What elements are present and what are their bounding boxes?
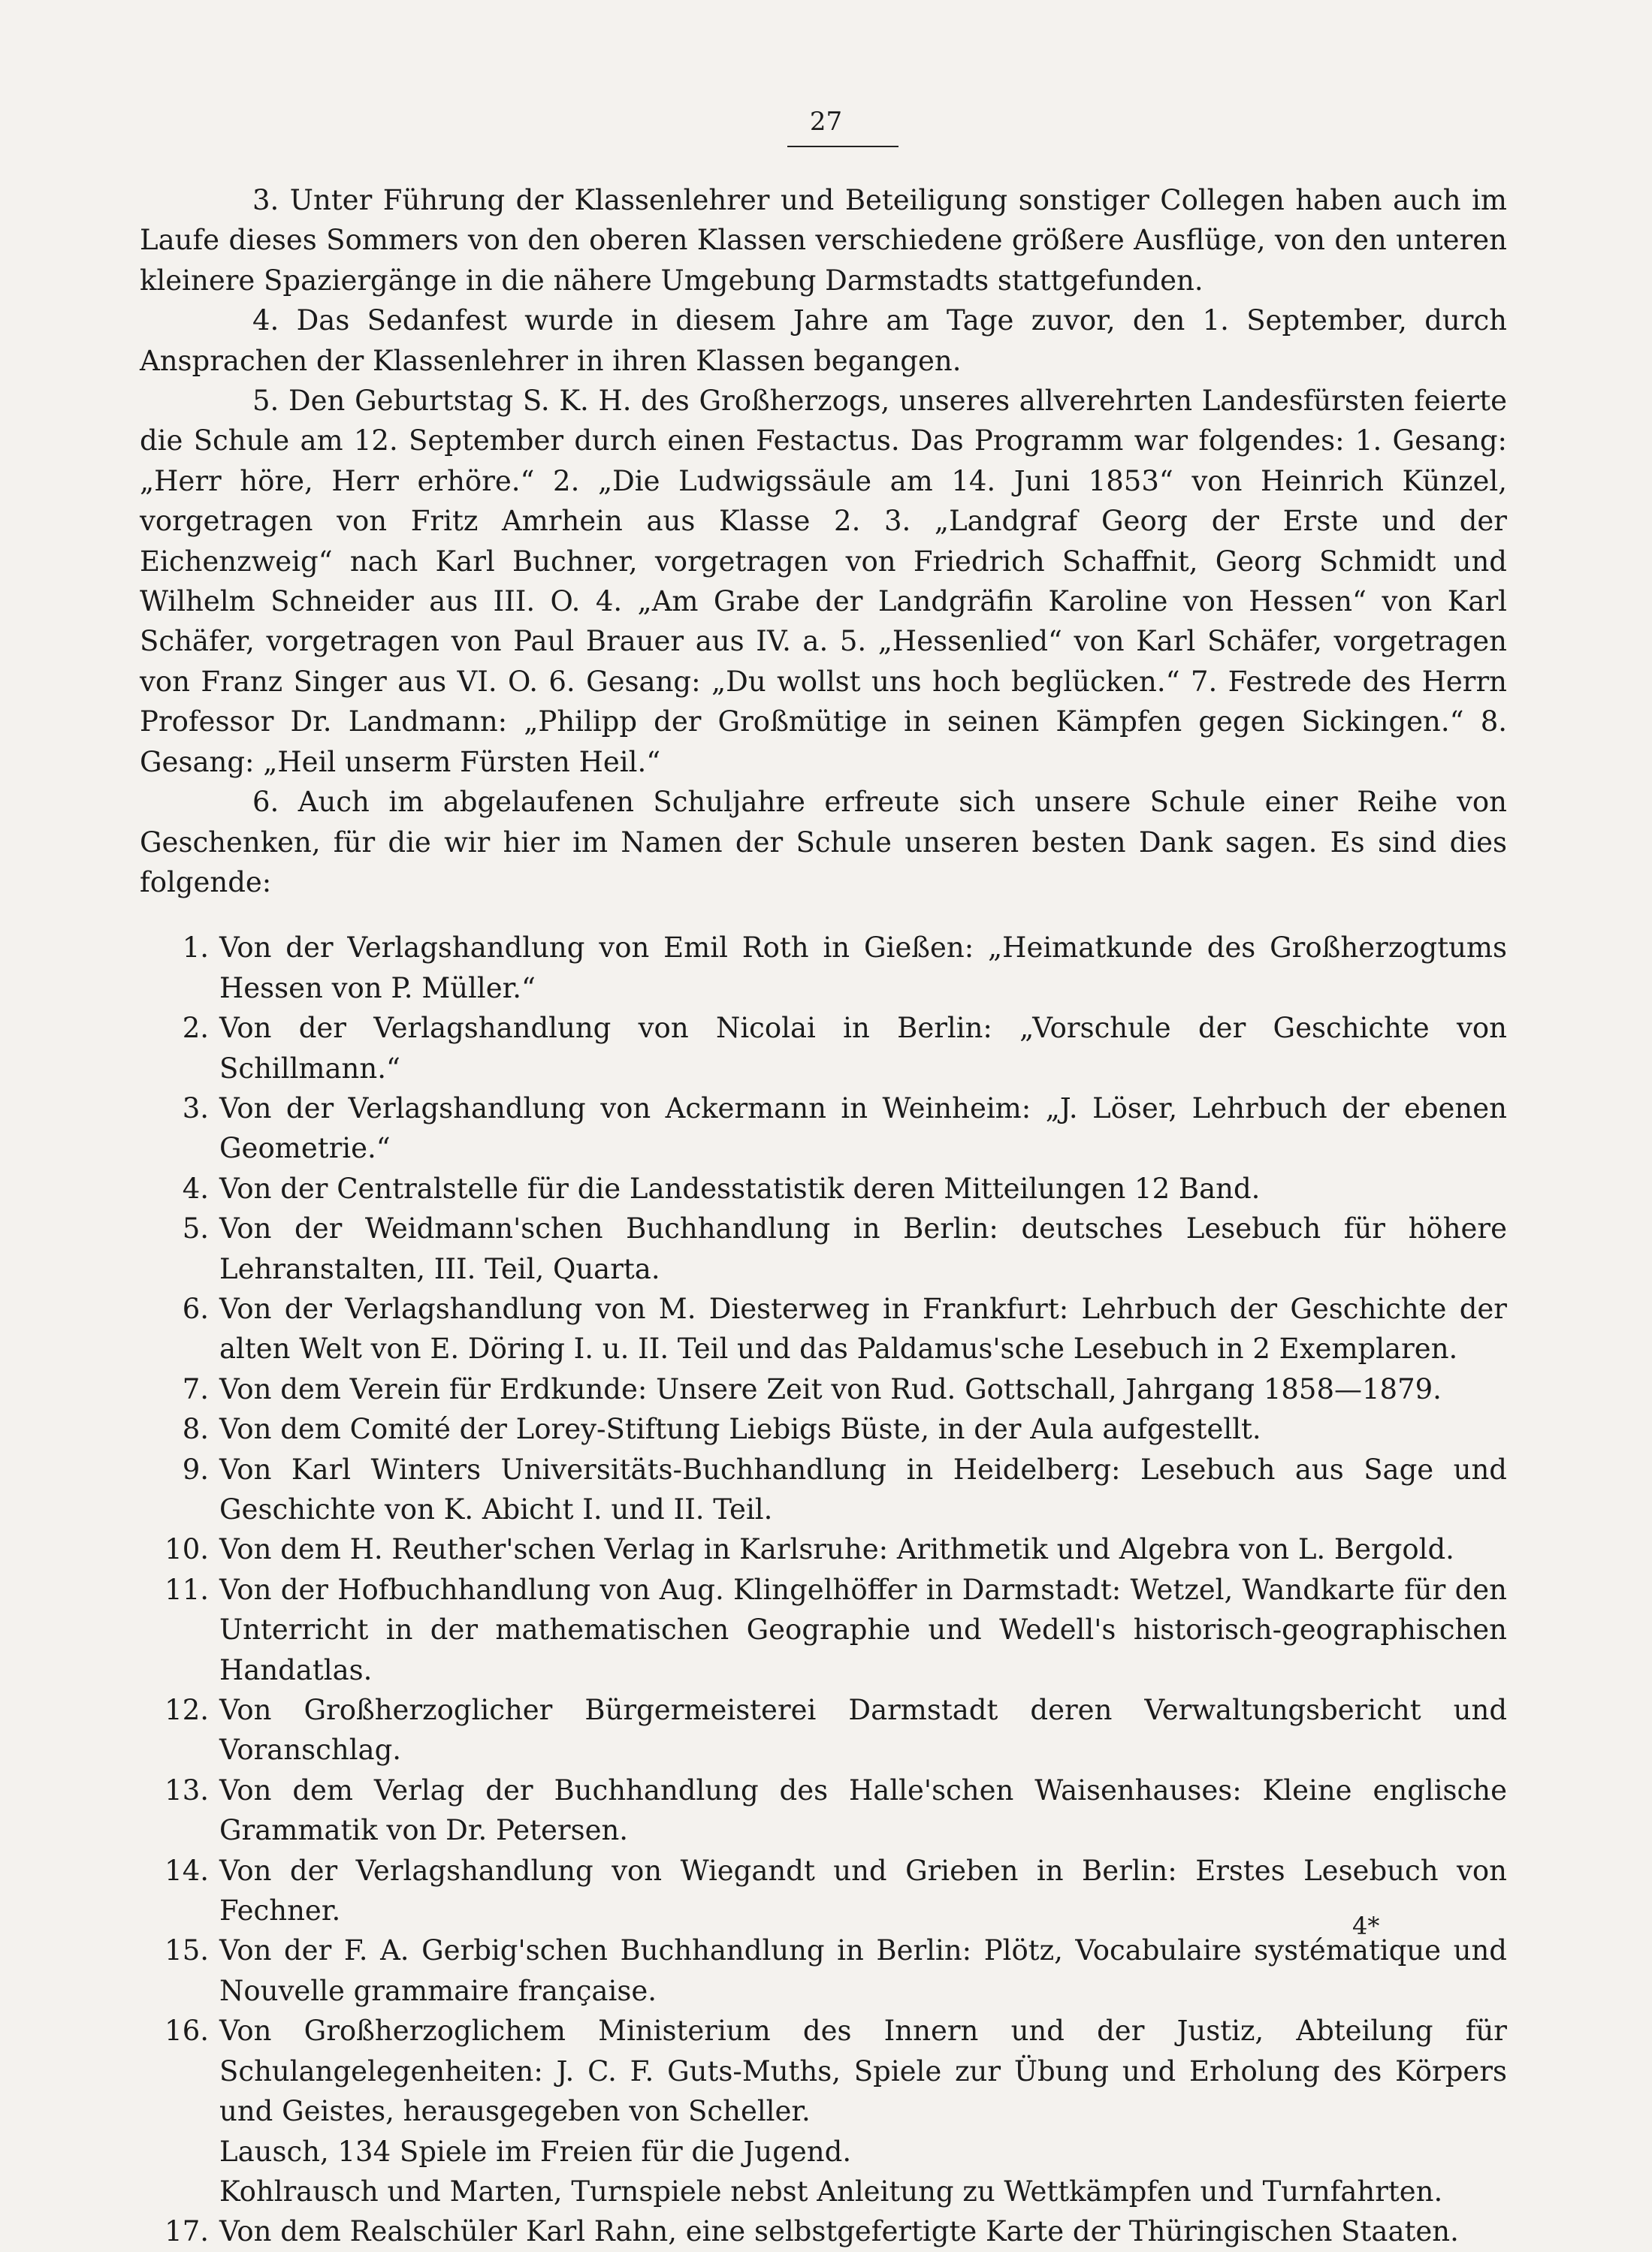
list-item (140, 1169, 1507, 1209)
list-item (140, 1289, 1507, 1369)
item-text: Von der Verlagshandlung von Ackermann in Weinheim: „J. Löser, Lehrbuch der ebenen Geometrie.“ (219, 1091, 1507, 1165)
item-text: Von der Verlagshandlung von Nicolai in Berlin: „Vorschule der Geschichte von Schillmann.“ (219, 1012, 1507, 1085)
item-text: Von der Verlagshandlung von Wiegandt und Grieben in Berlin: Erstes Lesebuch von Fechner. (219, 1854, 1507, 1927)
list-item (140, 1771, 1507, 1851)
item-number: 17. (165, 2215, 209, 2248)
item-number: 1. (182, 931, 209, 964)
page-number-rule (787, 146, 898, 147)
paragraph-sedanfest: 4. Das Sedanfest wurde in diesem Jahre am Tage zuvor, den 1. September, durch Ansprachen der Klassenlehrer in ihren Klassen begangen. (140, 304, 1507, 377)
item-text: Von dem H. Reuther'schen Verlag in Karlsruhe: Arithmetik und Algebra von L. Bergold. (219, 1533, 1454, 1566)
item-number: 10. (165, 1533, 209, 1566)
item-number: 5. (182, 1212, 209, 1245)
signature-mark: 4* (1352, 1912, 1380, 1940)
item-number: 11. (165, 1573, 209, 1606)
item-text: Von dem Verein für Erdkunde: Unsere Zeit von Rud. Gottschall, Jahrgang 1858—1879. (219, 1372, 1442, 1405)
list-item (140, 1450, 1507, 1530)
paragraph-gifts-intro: 6. Auch im abgelaufenen Schuljahre erfreute sich unsere Schule einer Reihe von Geschenken, für die wir hier im Namen der Schule unseren besten Dank sagen. Es sind dies folgende: (140, 786, 1507, 898)
item-number: 7. (182, 1372, 209, 1405)
item-text: Von der Weidmann'schen Buchhandlung in Berlin: deutsches Lesebuch für höhere Lehranstalten, III. Teil, Quarta. (219, 1212, 1507, 1285)
list-item (140, 1088, 1507, 1169)
item-number: 12. (165, 1694, 209, 1727)
item-number: 14. (165, 1854, 209, 1887)
list-item (140, 1931, 1507, 2011)
paragraph-birthday: 5. Den Geburtstag S. K. H. des Großherzogs, unseres allverehrten Landesfürsten feierte die Schule am 12. September durch einen Festactus. Das Programm war folgendes: 1. Gesang: „Herr höre, Herr erhöre.“ 2. „Die Ludwigssäule am 14. Juni 1853“ von Heinrich Künzel, vorgetragen von Fritz Amrhein aus Klasse 2. 3. „Landgraf Georg der Erste und der Eichenzweig“ nach Karl Buchner, vorgetragen von Friedrich Schaffnit, Georg Schmidt und Wilhelm Schneider aus III. O. 4. „Am Grabe der Landgräfin Karoline von Hessen“ von Karl Schäfer, vorgetragen von Paul Brauer aus IV. a. 5. „Hessenlied“ von Karl Schäfer, vorgetragen von Franz Singer aus VI. O. 6. Gesang: „Du wollst uns hoch beglücken.“ 7. Festrede des Herrn Professor Dr. Landmann: „Philipp der Großmütige in seinen Kämpfen gegen Sickingen.“ 8. Gesang: „Heil unserm Fürsten Heil.“ (140, 385, 1507, 778)
list-item (140, 1690, 1507, 1771)
body-text (140, 180, 1507, 2252)
item-number: 3. (182, 1091, 209, 1124)
list-sub-item: Lausch, 134 Spiele im Freien für die Jugend. (219, 2135, 852, 2168)
list-sub-item: Kohlrausch und Marten, Turnspiele nebst Anleitung zu Wettkämpfen und Turnfahrten. (219, 2175, 1443, 2208)
item-number: 4. (182, 1172, 209, 1205)
item-number: 13. (165, 1774, 209, 1807)
item-text: Von Großherzoglicher Bürgermeisterei Darmstadt deren Verwaltungsbericht und Voranschlag. (219, 1694, 1507, 1767)
item-number: 2. (182, 1012, 209, 1045)
item-number: 15. (165, 1934, 209, 1967)
item-text: Von Großherzoglichem Ministerium des Innern und der Justiz, Abteilung für Schulangelegenheiten: J. C. F. Guts-Muths, Spiele zur Übung und Erholung des Körpers und Geistes, herausgegeben von Scheller. (219, 2015, 1507, 2128)
item-number: 9. (182, 1453, 209, 1486)
item-text: Von der Verlagshandlung von M. Diesterweg in Frankfurt: Lehrbuch der Geschichte der alten Welt von E. Döring I. u. II. Teil und das Paldamus'sche Lesebuch in 2 Exemplaren. (219, 1292, 1507, 1366)
item-text: Von dem Comité der Lorey-Stiftung Liebigs Büste, in der Aula aufgestellt. (219, 1413, 1261, 1446)
item-text: Von der Hofbuchhandlung von Aug. Klingelhöffer in Darmstadt: Wetzel, Wandkarte für den Unterricht in der mathematischen Geographie und Wedell's historisch-geographischen Handatlas. (219, 1573, 1507, 1686)
list-item (140, 1209, 1507, 1289)
list-item (140, 1008, 1507, 1088)
item-text: Von der F. A. Gerbig'schen Buchhandlung in Berlin: Plötz, Vocabulaire systématique und Nouvelle grammaire française. (219, 1934, 1507, 2007)
list-item (140, 1851, 1507, 1931)
list-item (140, 1529, 1507, 1569)
item-number: 6. (182, 1292, 209, 1325)
page-number: 27 (809, 107, 843, 137)
gift-list (140, 928, 1507, 2251)
item-number: 16. (165, 2015, 209, 2048)
item-text: Von dem Realschüler Karl Rahn, eine selbstgefertigte Karte der Thüringischen Staaten. (219, 2215, 1459, 2248)
item-text: Von der Verlagshandlung von Emil Roth in Gießen: „Heimatkunde des Großherzogtums Hessen von P. Müller.“ (219, 931, 1507, 1004)
item-text: Von Karl Winters Universitäts-Buchhandlung in Heidelberg: Lesebuch aus Sage und Geschichte von K. Abicht I. und II. Teil. (219, 1453, 1507, 1526)
list-item (140, 2011, 1507, 2131)
item-number: 8. (182, 1413, 209, 1446)
list-item (140, 1369, 1507, 1409)
item-text: Von dem Verlag der Buchhandlung des Halle'schen Waisenhauses: Kleine englische Grammatik von Dr. Petersen. (219, 1774, 1507, 1847)
list-item (140, 1409, 1507, 1449)
paragraph-excursions: 3. Unter Führung der Klassenlehrer und Beteiligung sonstiger Collegen haben auch im Laufe dieses Sommers von den oberen Klassen verschiedene größere Ausflüge, von den unteren kleinere Spaziergänge in die nähere Umgebung Darmstadts stattgefunden. (140, 184, 1507, 297)
item-text: Von der Centralstelle für die Landesstatistik deren Mitteilungen 12 Band. (219, 1172, 1261, 1205)
list-item (140, 928, 1507, 1008)
list-item (140, 1570, 1507, 1690)
list-item (140, 2211, 1507, 2251)
